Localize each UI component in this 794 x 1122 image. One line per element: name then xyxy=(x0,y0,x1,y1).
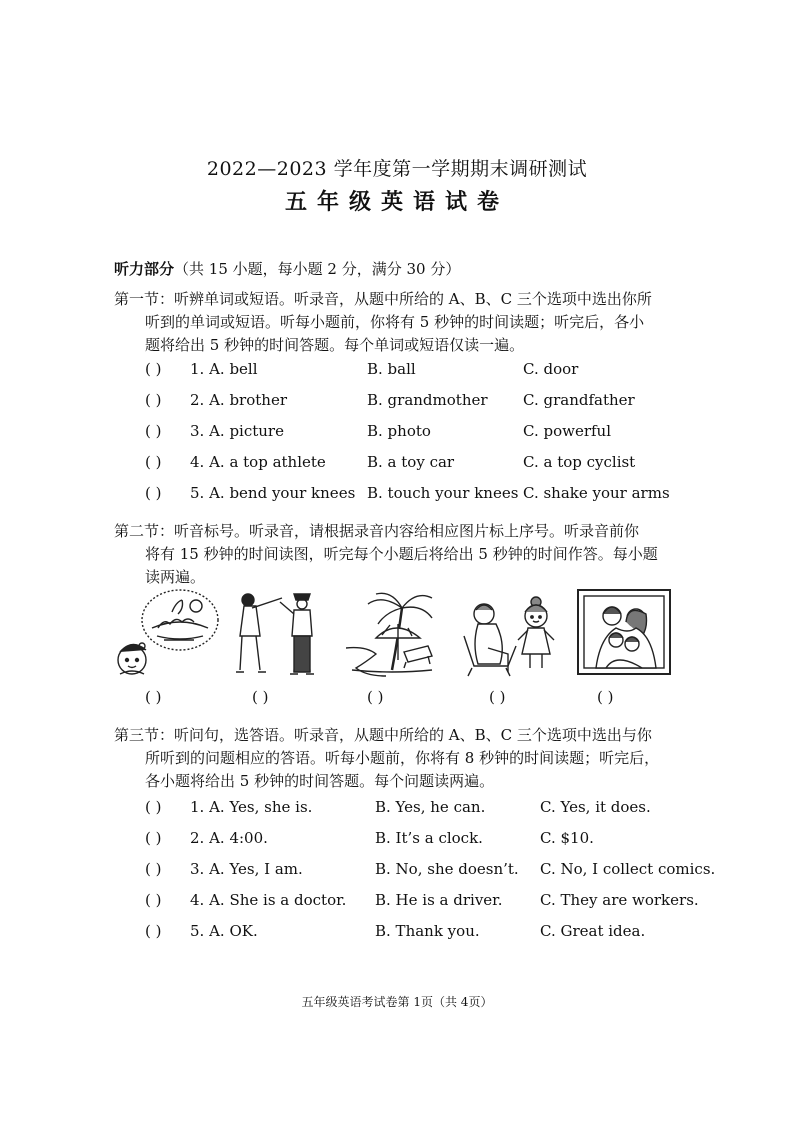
option-b: B. touch your knees xyxy=(367,484,519,502)
option-a: 2. A. 4:00. xyxy=(190,829,268,847)
option-c: C. Great idea. xyxy=(540,922,646,940)
option-a: 5. A. OK. xyxy=(190,922,258,940)
listening-heading-label: 听力部分 xyxy=(114,260,175,278)
answer-blank[interactable]: ( ) xyxy=(145,360,162,378)
option-c: C. door xyxy=(523,360,579,378)
option-a: 1. A. Yes, she is. xyxy=(190,798,313,816)
answer-blank[interactable]: ( ) xyxy=(597,688,614,706)
answer-blank[interactable]: ( ) xyxy=(145,891,162,909)
option-b: B. grandmother xyxy=(367,391,488,409)
listening-heading xyxy=(114,256,460,282)
option-a: 5. A. bend your knees xyxy=(190,484,356,502)
option-c: C. a top cyclist xyxy=(523,453,636,471)
option-a: 4. A. a top athlete xyxy=(190,453,326,471)
option-b: B. No, she doesn’t. xyxy=(375,860,519,878)
beach-palm-umbrella-illustration xyxy=(346,588,446,680)
answer-blank[interactable]: ( ) xyxy=(145,688,162,706)
answer-blank[interactable]: ( ) xyxy=(252,688,269,706)
option-a: 1. A. bell xyxy=(190,360,258,378)
family-photo-frame-illustration xyxy=(576,588,672,678)
section1-instructions-line1: 第一节：听辨单词或短语。听录音，从题中所给的 A、B、C 三个选项中选出你所 xyxy=(114,290,652,308)
answer-blank[interactable]: ( ) xyxy=(367,688,384,706)
option-b: B. Thank you. xyxy=(375,922,480,940)
answer-blank[interactable]: ( ) xyxy=(145,484,162,502)
option-a: 2. A. brother xyxy=(190,391,287,409)
option-a: 3. A. Yes, I am. xyxy=(190,860,303,878)
answer-blank[interactable]: ( ) xyxy=(145,391,162,409)
page-footer: 五年级英语考试卷第 1页（共 4页） xyxy=(301,995,493,1009)
listening-heading-note: （共 15 小题，每小题 2 分，满分 30 分） xyxy=(174,260,461,278)
answer-blank[interactable]: ( ) xyxy=(145,829,162,847)
section3-instructions-line3: 各小题将给出 5 秒钟的时间答题。每个问题读两遍。 xyxy=(145,772,495,790)
option-b: B. It’s a clock. xyxy=(375,829,483,847)
section3-instructions-line2: 所听到的问题相应的答语。听每小题前，你将有 8 秒钟的时间读题；听完后， xyxy=(145,749,660,767)
section1-instructions-line2: 听到的单词或短语。听每小题前，你将有 5 秒钟的时间读题；听完后，各小 xyxy=(145,313,645,331)
option-c: C. Yes, it does. xyxy=(540,798,651,816)
option-b: B. He is a driver. xyxy=(375,891,503,909)
answer-blank[interactable]: ( ) xyxy=(145,798,162,816)
option-a: 4. A. She is a doctor. xyxy=(190,891,347,909)
answer-blank[interactable]: ( ) xyxy=(489,688,506,706)
option-c: C. powerful xyxy=(523,422,612,440)
section2-instructions-line2: 将有 15 秒钟的时间读图，听完每个小题后将给出 5 秒钟的时间作答。每小题 xyxy=(145,545,658,563)
section1-instructions-line3: 题将给出 5 秒钟的时间答题。每个单词或短语仅读一遍。 xyxy=(145,336,525,354)
option-c: C. $10. xyxy=(540,829,594,847)
exam-title-line1: 2022—2023 学年度第一学期期末调研测试 xyxy=(206,158,588,180)
grandparent-and-girl-illustration xyxy=(458,588,562,680)
answer-blank[interactable]: ( ) xyxy=(145,860,162,878)
answer-blank[interactable]: ( ) xyxy=(145,922,162,940)
exam-title-line2: 五年级英语试卷 xyxy=(284,189,509,215)
child-dreaming-of-island-illustration xyxy=(112,588,222,680)
option-c: C. They are workers. xyxy=(540,891,699,909)
option-c: C. No, I collect comics. xyxy=(540,860,716,878)
answer-blank[interactable]: ( ) xyxy=(145,453,162,471)
option-b: B. a toy car xyxy=(367,453,455,471)
option-b: B. ball xyxy=(367,360,416,378)
section2-instructions-line3: 读两遍。 xyxy=(145,568,206,586)
option-c: C. shake your arms xyxy=(523,484,670,502)
man-and-police-officer-illustration xyxy=(234,588,324,680)
answer-blank[interactable]: ( ) xyxy=(145,422,162,440)
option-b: B. photo xyxy=(367,422,431,440)
option-b: B. Yes, he can. xyxy=(375,798,486,816)
option-c: C. grandfather xyxy=(523,391,635,409)
section3-instructions-line1: 第三节：听问句，选答语。听录音，从题中所给的 A、B、C 三个选项中选出与你 xyxy=(114,726,652,744)
section2-instructions-line1: 第二节：听音标号。听录音，请根据录音内容给相应图片标上序号。听录音前你 xyxy=(114,522,640,540)
option-a: 3. A. picture xyxy=(190,422,284,440)
